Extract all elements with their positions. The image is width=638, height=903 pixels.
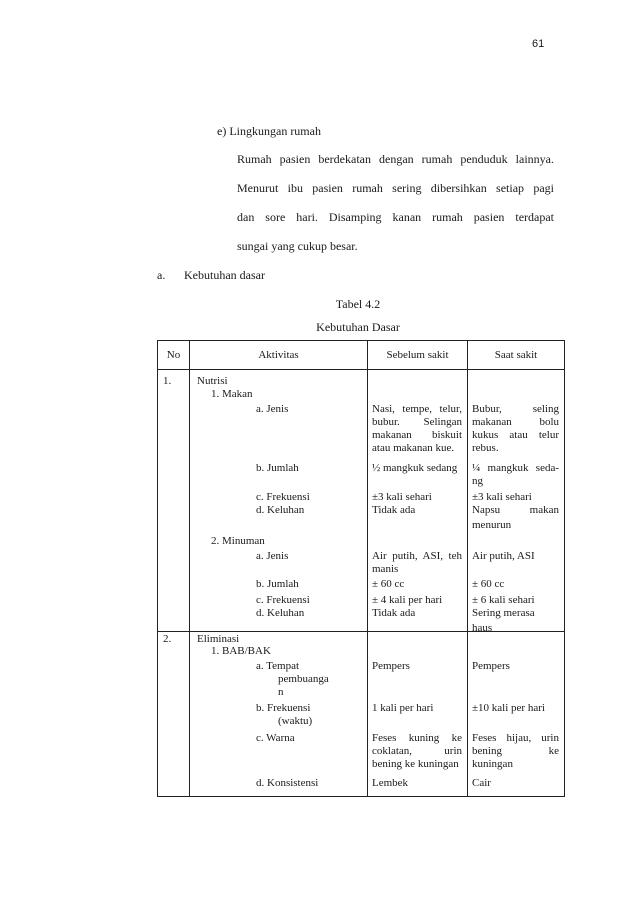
section-e-line-2: Menurut ibu pasien rumah sering dibersihkan setiap pagi xyxy=(237,181,554,195)
row1-sub-minuman: 2. Minuman xyxy=(211,535,265,547)
warna-before-3: bening ke kuningan xyxy=(372,758,459,770)
tempat-label-1: a. Tempat xyxy=(256,660,300,672)
minum-jenis-before-2: manis xyxy=(372,563,399,575)
tempat-label-2: pembuanga xyxy=(278,673,329,685)
makan-jenis-during-4: rebus. xyxy=(472,442,499,454)
makan-jumlah-during-1: ¼ mangkuk seda- xyxy=(472,462,559,474)
warna-before-1: Feses kuning ke xyxy=(372,732,462,744)
row1-aktivitas-cell xyxy=(190,370,368,632)
makan-jumlah-during-2: ng xyxy=(472,475,483,487)
warna-during-1: Feses hijau, urin xyxy=(472,732,559,744)
row1-saat-cell xyxy=(468,370,565,632)
makan-jenis-label: a. Jenis xyxy=(256,403,289,415)
warna-during-3: kuningan xyxy=(472,758,513,770)
minum-jenis-label: a. Jenis xyxy=(256,550,289,562)
makan-jenis-before-2: bubur. Selingan xyxy=(372,416,462,428)
minum-jumlah-before: ± 60 cc xyxy=(372,578,405,590)
minum-keluhan-during-2: haus xyxy=(472,622,493,634)
minum-jenis-before-1: Air putih, ASI, teh xyxy=(372,550,462,562)
minum-jenis-during: Air putih, ASI xyxy=(472,550,535,562)
header-no: No xyxy=(158,341,190,370)
konsistensi-before: Lembek xyxy=(372,777,409,789)
konsistensi-during: Cair xyxy=(472,777,491,789)
row2-no: 2. xyxy=(163,633,172,645)
row2-aktivitas-cell xyxy=(190,632,368,797)
section-e-line-3: dan sore hari. Disamping kanan rumah pasien terdapat xyxy=(237,210,554,224)
frekuensi-during: ±10 kali per hari xyxy=(472,702,545,714)
makan-jenis-before-3: makanan biskuit xyxy=(372,429,462,441)
header-sebelum-sakit: Sebelum sakit xyxy=(368,341,468,370)
header-saat-sakit: Saat sakit xyxy=(468,341,565,370)
makan-jumlah-before: ½ mangkuk sedang xyxy=(372,462,458,474)
tempat-before: Pempers xyxy=(372,660,410,672)
minum-keluhan-during-1: Sering merasa xyxy=(472,607,535,619)
makan-jenis-before-4: atau makanan kue. xyxy=(372,442,455,454)
frekuensi-before: 1 kali per hari xyxy=(372,702,434,714)
row1-title: Nutrisi xyxy=(197,375,228,387)
table-title: Kebutuhan Dasar xyxy=(316,320,400,334)
warna-before-2: coklatan, urin xyxy=(372,745,462,757)
makan-keluhan-label: d. Keluhan xyxy=(256,504,305,516)
minum-frekuensi-label: c. Frekuensi xyxy=(256,594,310,606)
table-header-row xyxy=(158,341,565,370)
minum-frekuensi-before: ± 4 kali per hari xyxy=(372,594,443,606)
row2-no-cell xyxy=(158,632,190,797)
page-number: 61 xyxy=(532,38,545,50)
section-e-heading: e) Lingkungan rumah xyxy=(217,124,321,138)
makan-jenis-during-1: Bubur, seling xyxy=(472,403,559,415)
makan-frekuensi-before: ±3 kali sehari xyxy=(372,491,432,503)
minum-keluhan-before: Tidak ada xyxy=(372,607,416,619)
row2-saat-cell xyxy=(468,632,565,797)
row2-sub-bab: 1. BAB/BAK xyxy=(211,645,271,657)
warna-label: c. Warna xyxy=(256,732,295,744)
minum-frekuensi-during: ± 6 kali sehari xyxy=(472,594,535,606)
makan-keluhan-during-1: Napsu makan xyxy=(472,504,559,516)
makan-jenis-during-3: kukus atau telur xyxy=(472,429,559,441)
row1-sub-makan: 1. Makan xyxy=(211,388,253,400)
makan-keluhan-before: Tidak ada xyxy=(372,504,416,516)
warna-during-2: bening ke xyxy=(472,745,559,757)
row2-sebelum-cell xyxy=(368,632,468,797)
row1-no: 1. xyxy=(163,375,172,387)
section-e-line-4: sungai yang cukup besar. xyxy=(237,239,358,253)
section-e-line-1: Rumah pasien berdekatan dengan rumah penduduk lainnya. xyxy=(237,152,554,166)
table-number: Tabel 4.2 xyxy=(335,297,381,311)
minum-jumlah-label: b. Jumlah xyxy=(256,578,299,590)
minum-jumlah-during: ± 60 cc xyxy=(472,578,505,590)
kebutuhan-dasar-table xyxy=(157,340,565,797)
header-aktivitas: Aktivitas xyxy=(190,341,368,370)
frekuensi-label-1: b. Frekuensi xyxy=(256,702,311,714)
tempat-label-3: n xyxy=(278,686,284,698)
minum-keluhan-label: d. Keluhan xyxy=(256,607,305,619)
row2-title: Eliminasi xyxy=(197,633,240,645)
makan-jenis-before-1: Nasi, tempe, telur, xyxy=(372,403,462,415)
row1-no-cell xyxy=(158,370,190,632)
frekuensi-label-2: (waktu) xyxy=(278,715,313,727)
makan-frekuensi-label: c. Frekuensi xyxy=(256,491,310,503)
makan-keluhan-during-2: menurun xyxy=(472,519,512,531)
tempat-during: Pempers xyxy=(472,660,510,672)
table-row xyxy=(158,632,565,797)
table-row xyxy=(158,370,565,632)
makan-jenis-during-2: makanan bolu xyxy=(472,416,559,428)
konsistensi-label: d. Konsistensi xyxy=(256,777,319,789)
section-a-marker: a. xyxy=(157,268,166,282)
makan-jumlah-label: b. Jumlah xyxy=(256,462,299,474)
makan-frekuensi-during: ±3 kali sehari xyxy=(472,491,532,503)
row1-sebelum-cell xyxy=(368,370,468,632)
section-a-title: Kebutuhan dasar xyxy=(184,268,265,282)
